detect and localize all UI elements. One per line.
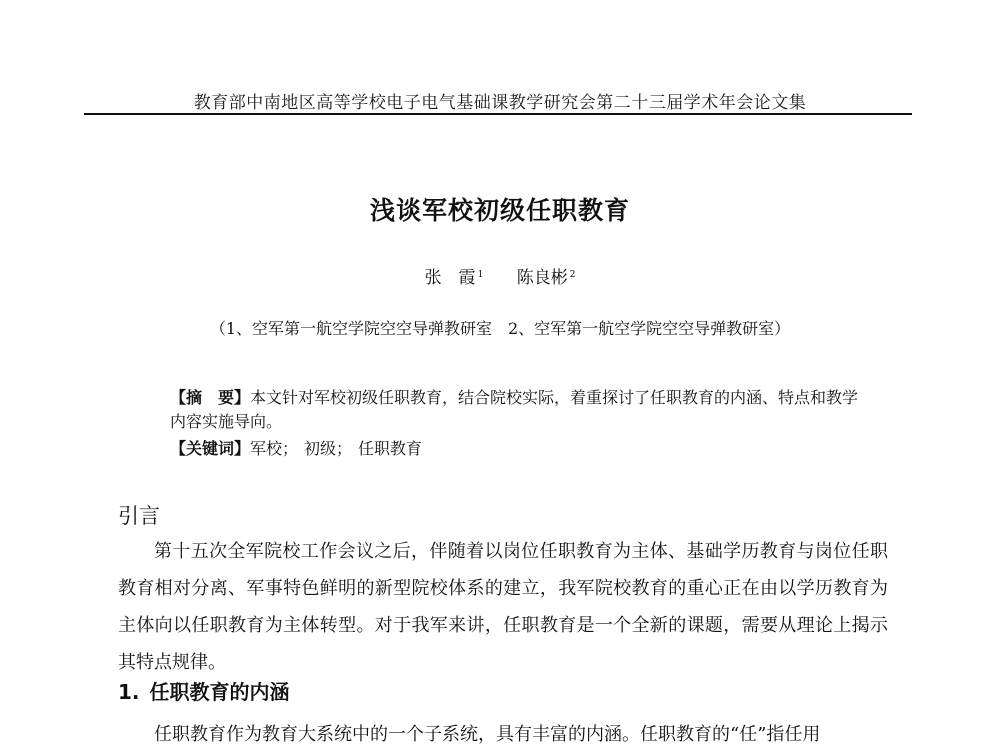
section-1-title: 任职教育的内涵 [149,680,290,704]
keyword-item: 军校； [250,439,299,458]
section-1-paragraph: 任职教育作为教育大系统中的一个子系统，具有丰富的内涵。任职教育的“任”指任用 [154,724,821,745]
author-1-affil-mark: 1 [477,270,484,280]
author-2 [517,268,576,288]
section-1-number: 1. [118,680,140,704]
abstract-label: 【摘 要】 [170,388,251,407]
keywords [170,436,860,459]
author-1 [425,268,484,288]
keyword-item: 初级； [304,439,353,458]
section-1-heading [118,676,290,705]
author-2-affil-mark: 2 [569,270,576,280]
running-head: 教育部中南地区高等学校电子电气基础课教学研究会第二十三届学术年会论文集 [193,93,807,113]
intro-heading: 引言 [118,504,160,528]
keywords-label: 【关键词】 [170,439,251,458]
author-2-name: 陈良彬 [516,268,568,288]
author-line [0,263,1000,288]
intro-paragraph: 第十五次全军院校工作会议之后，伴随着以岗位任职教育为主体、基础学历教育与岗位任职教育相对分离、军事特色鲜明的新型院校体系的建立，我军院校教育的重心正在由以学历教育为主体向以任职教育为主体转型。对于我军来讲，任职教育是一个全新的课题，需要从理论上揭示其特点规律。 [118,541,888,673]
affiliations: （1、空军第一航空学院空空导弹教研室 2、空军第一航空学院空空导弹教研室） [209,319,791,338]
paper-title: 浅谈军校初级任职教育 [369,196,630,225]
header-rule [84,113,912,115]
keyword-item: 任职教育 [358,439,423,458]
abstract [170,386,860,434]
author-1-name: 张 霞 [424,268,476,288]
abstract-text: 本文针对军校初级任职教育，结合院校实际，着重探讨了任职教育的内涵、特点和教学内容实施导向。 [170,388,859,431]
